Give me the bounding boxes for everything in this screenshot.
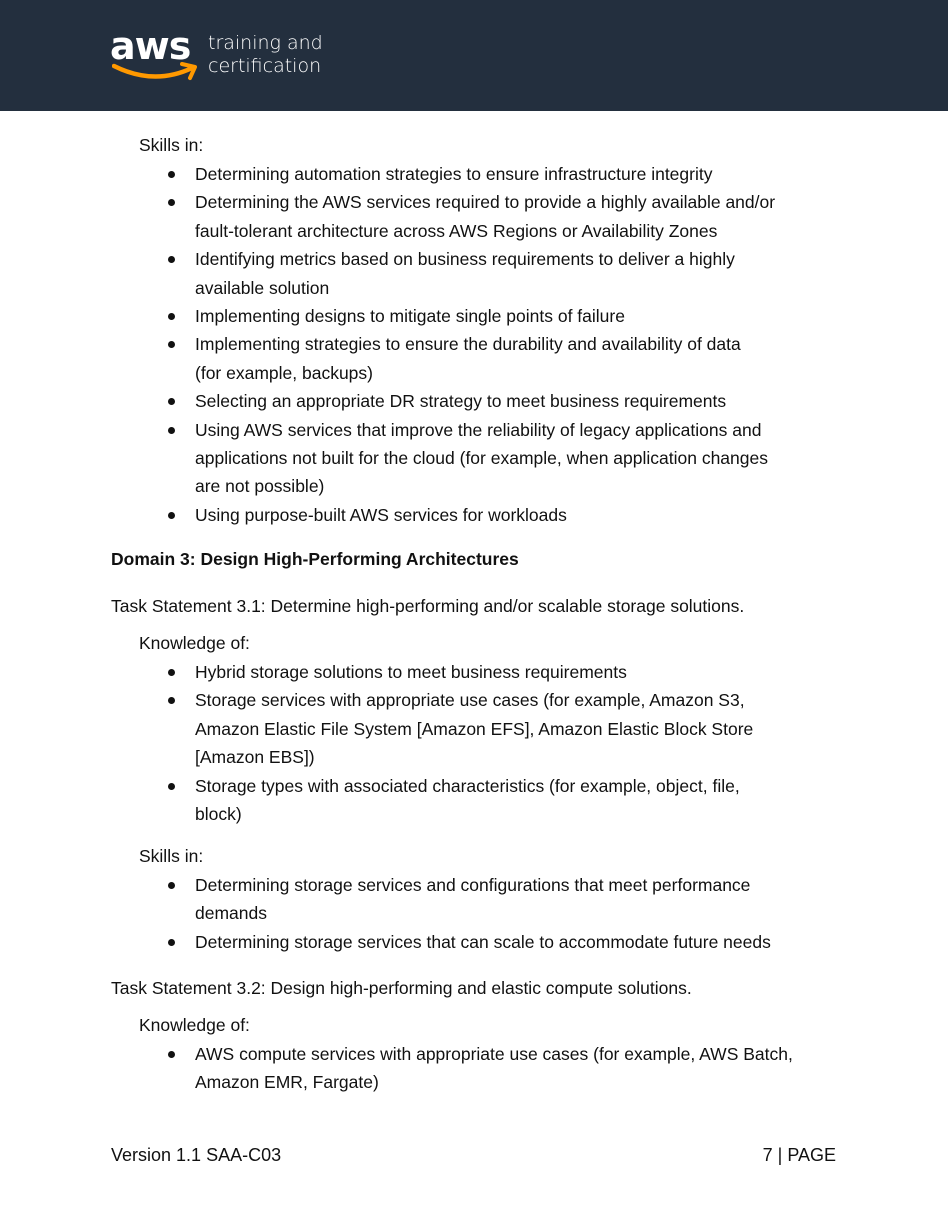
bullet-icon — [168, 669, 175, 676]
list-item: Determining storage services that can scale to accommodate future needs — [195, 931, 771, 952]
bullet-icon — [168, 512, 175, 519]
list-item: applications not built for the cloud (for example, when application changes — [195, 448, 768, 468]
bullet-icon — [168, 427, 175, 434]
list-item: (for example, backups) — [195, 362, 373, 383]
logo-subtitle-line1: training and — [208, 32, 323, 54]
list-item: Determining storage services and configurations that meet performance — [195, 875, 751, 895]
list-item: are not possible) — [195, 476, 325, 497]
footer-version: Version 1.1 SAA-C03 — [111, 1145, 282, 1165]
list-item: Hybrid storage solutions to meet business requirements — [195, 662, 627, 682]
list-item: demands — [195, 903, 267, 924]
list-item: block) — [195, 804, 242, 824]
list-item: Determining the AWS services required to provide a highly available and/or — [195, 192, 776, 213]
task-statement-3-1: Task Statement 3.1: Determine high-performing and/or scalable storage solutions. — [111, 596, 745, 616]
bullet-icon — [168, 256, 175, 263]
domain-title: Domain 3: Design High-Performing Architectures — [111, 549, 519, 569]
task-statement-3-2: Task Statement 3.2: Design high-performing and elastic compute solutions. — [111, 978, 692, 998]
list-item: available solution — [195, 277, 330, 298]
list-item: Implementing designs to mitigate single points of failure — [195, 306, 625, 326]
list-item: AWS compute services with appropriate use cases (for example, AWS Batch, — [195, 1044, 793, 1064]
bullet-icon — [168, 199, 175, 206]
skills-heading: Skills in: — [139, 846, 204, 866]
bullet-icon — [168, 313, 175, 320]
list-item: Implementing strategies to ensure the durability and availability of data — [195, 334, 741, 355]
knowledge-heading: Knowledge of: — [139, 1015, 250, 1035]
list-item: Using purpose-built AWS services for workloads — [195, 504, 567, 525]
bullet-icon — [168, 398, 175, 405]
knowledge-heading: Knowledge of: — [139, 633, 250, 653]
skills-heading: Skills in: — [139, 135, 204, 155]
logo-subtitle-line2: certification — [208, 55, 322, 77]
list-item: Storage types with associated characteristics (for example, object, file, — [195, 775, 740, 796]
bullet-icon — [168, 882, 175, 889]
list-item: [Amazon EBS]) — [195, 747, 315, 768]
bullet-icon — [168, 1051, 175, 1058]
list-item: Storage services with appropriate use cases (for example, Amazon S3, — [195, 690, 745, 711]
bullet-icon — [168, 939, 175, 946]
list-item: fault-tolerant architecture across AWS Regions or Availability Zones — [195, 220, 718, 241]
list-item: Amazon EMR, Fargate) — [195, 1072, 379, 1093]
footer-page-number: 7 | PAGE — [762, 1145, 836, 1165]
list-item: Identifying metrics based on business requirements to deliver a highly — [195, 249, 735, 270]
bullet-icon — [168, 697, 175, 704]
bullet-icon — [168, 783, 175, 790]
bullet-icon — [168, 341, 175, 348]
list-item: Using AWS services that improve the reliability of legacy applications and — [195, 419, 762, 440]
list-item: Determining automation strategies to ensure infrastructure integrity — [195, 164, 713, 184]
list-item: Amazon Elastic File System [Amazon EFS], Amazon Elastic Block Store — [195, 718, 754, 739]
list-item: Selecting an appropriate DR strategy to meet business requirements — [195, 391, 727, 412]
logo-wordmark: aws — [110, 24, 191, 68]
bullet-icon — [168, 171, 175, 178]
